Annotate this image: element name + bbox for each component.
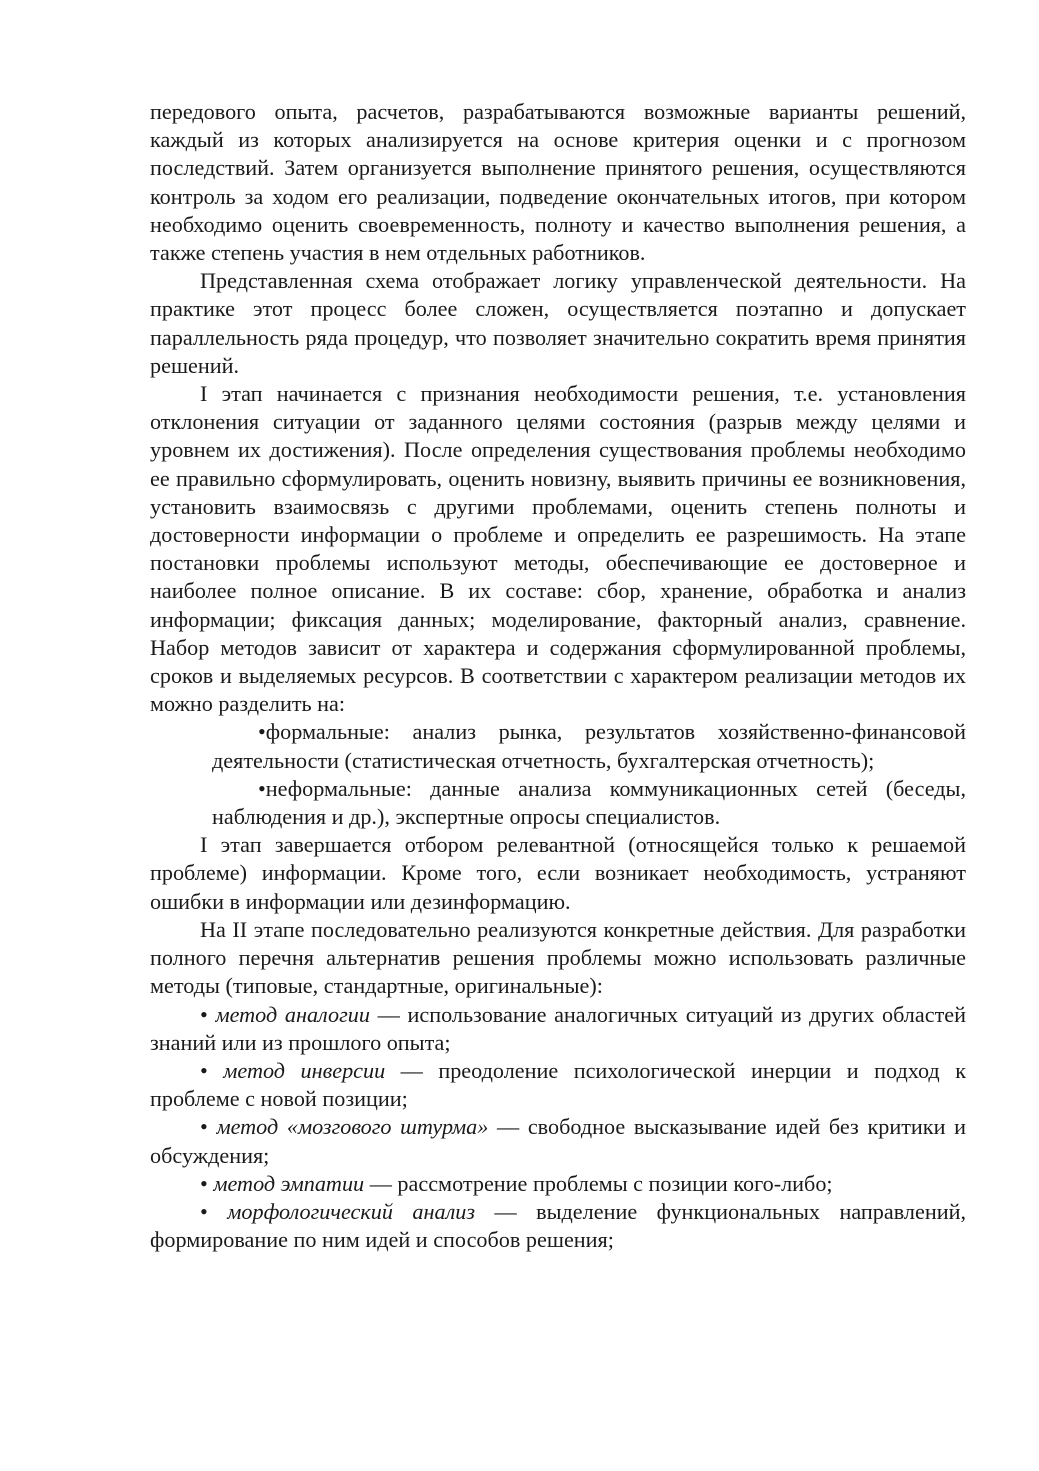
paragraph-stage-one: I этап начинается с признания необходимости решения, т.е. установления отклонения ситуации от заданного целями состояния (разрыв между целями и уровнем их достижения). После определения существования проблемы необходимо ее правильно сформулировать, оценить новизну, выявить причины ее возникновения, установить взаимосвязь с другими проблемами, оценить степень полноты и достоверности информации о проблеме и определить ее разрешимость. На этапе постановки проблемы используют методы, обеспечивающие ее достоверное и наиболее полное описание. В их составе: сбор, хранение, обработка и анализ информации; фиксация данных; моделирование, факторный анализ, сравнение. Набор методов зависит от характера и содержания сформулированной проблемы, сроков и выделяемых ресурсов. В соответствии с характером реализации методов их можно разделить на: <box>150 381 966 717</box>
bullet: • <box>200 1198 228 1224</box>
list-item-method <box>150 1057 966 1113</box>
method-description: — использование аналогичных ситуаций из других областей знаний или из прошлого опыта; <box>150 1001 966 1055</box>
method-term: метод «мозгового штурма» <box>216 1114 489 1140</box>
list-item-informal: •неформальные: данные анализа коммуникационных сетей (беседы, наблюдения и др.), экспертные опросы специалистов. <box>212 775 966 830</box>
bullet: • <box>200 1001 216 1027</box>
paragraph-continuation: передового опыта, расчетов, разрабатываются возможные варианты решений, каждый из которых анализируется на основе критерия оценки и с прогнозом последствий. Затем организуется выполнение принятого решения, осуществляются контроль за ходом его реализации, подведение окончательных итогов, при котором необходимо оценить своевременность, полноту и качество выполнения решения, а также степень участия в нем отдельных работников. <box>150 99 966 266</box>
method-term: морфологический анализ <box>227 1198 476 1224</box>
method-term: метод инверсии <box>223 1057 386 1083</box>
method-description: — преодоление психологической инерции и подход к проблеме с новой позиции; <box>150 1057 966 1112</box>
paragraph-stage-one-end: I этап завершается отбором релевантной (относящейся только к решаемой проблеме) информации. Кроме того, если возникает необходимость, устраняют ошибки в информации или дезинформацию. <box>150 832 966 914</box>
method-description: — выделение функциональных направлений, формирование по ним идей и способов решения; <box>150 1198 966 1253</box>
method-description: — свободное высказывание идей без критики и обсуждения; <box>150 1114 966 1168</box>
list-item-method <box>150 1001 966 1057</box>
bullet: • <box>200 1057 224 1083</box>
document-page <box>150 98 966 1254</box>
method-term: метод эмпатии <box>213 1170 365 1196</box>
list-item-formal: •формальные: анализ рынка, результатов хозяйственно-финансовой деятельности (статистическая отчетность, бухгалтерская отчетность); <box>212 719 966 773</box>
method-description: — рассмотрение проблемы с позиции кого-либо; <box>364 1170 833 1196</box>
list-item-method <box>150 1198 966 1254</box>
bullet: • <box>200 1114 217 1140</box>
list-item-method <box>150 1170 966 1198</box>
paragraph-stage-two: На II этапе последовательно реализуются конкретные действия. Для разработки полного перечня альтернатив решения проблемы можно использовать различные методы (типовые, стандартные, оригинальные): <box>150 916 966 999</box>
method-term: метод аналогии <box>215 1001 370 1027</box>
list-item-method <box>150 1113 966 1169</box>
paragraph-scheme: Представленная схема отображает логику управленческой деятельности. На практике этот процесс более сложен, осуществляется поэтапно и допускает параллельность ряда процедур, что позволяет значительно сократить время принятия решений. <box>150 268 966 378</box>
bullet: • <box>200 1170 214 1196</box>
